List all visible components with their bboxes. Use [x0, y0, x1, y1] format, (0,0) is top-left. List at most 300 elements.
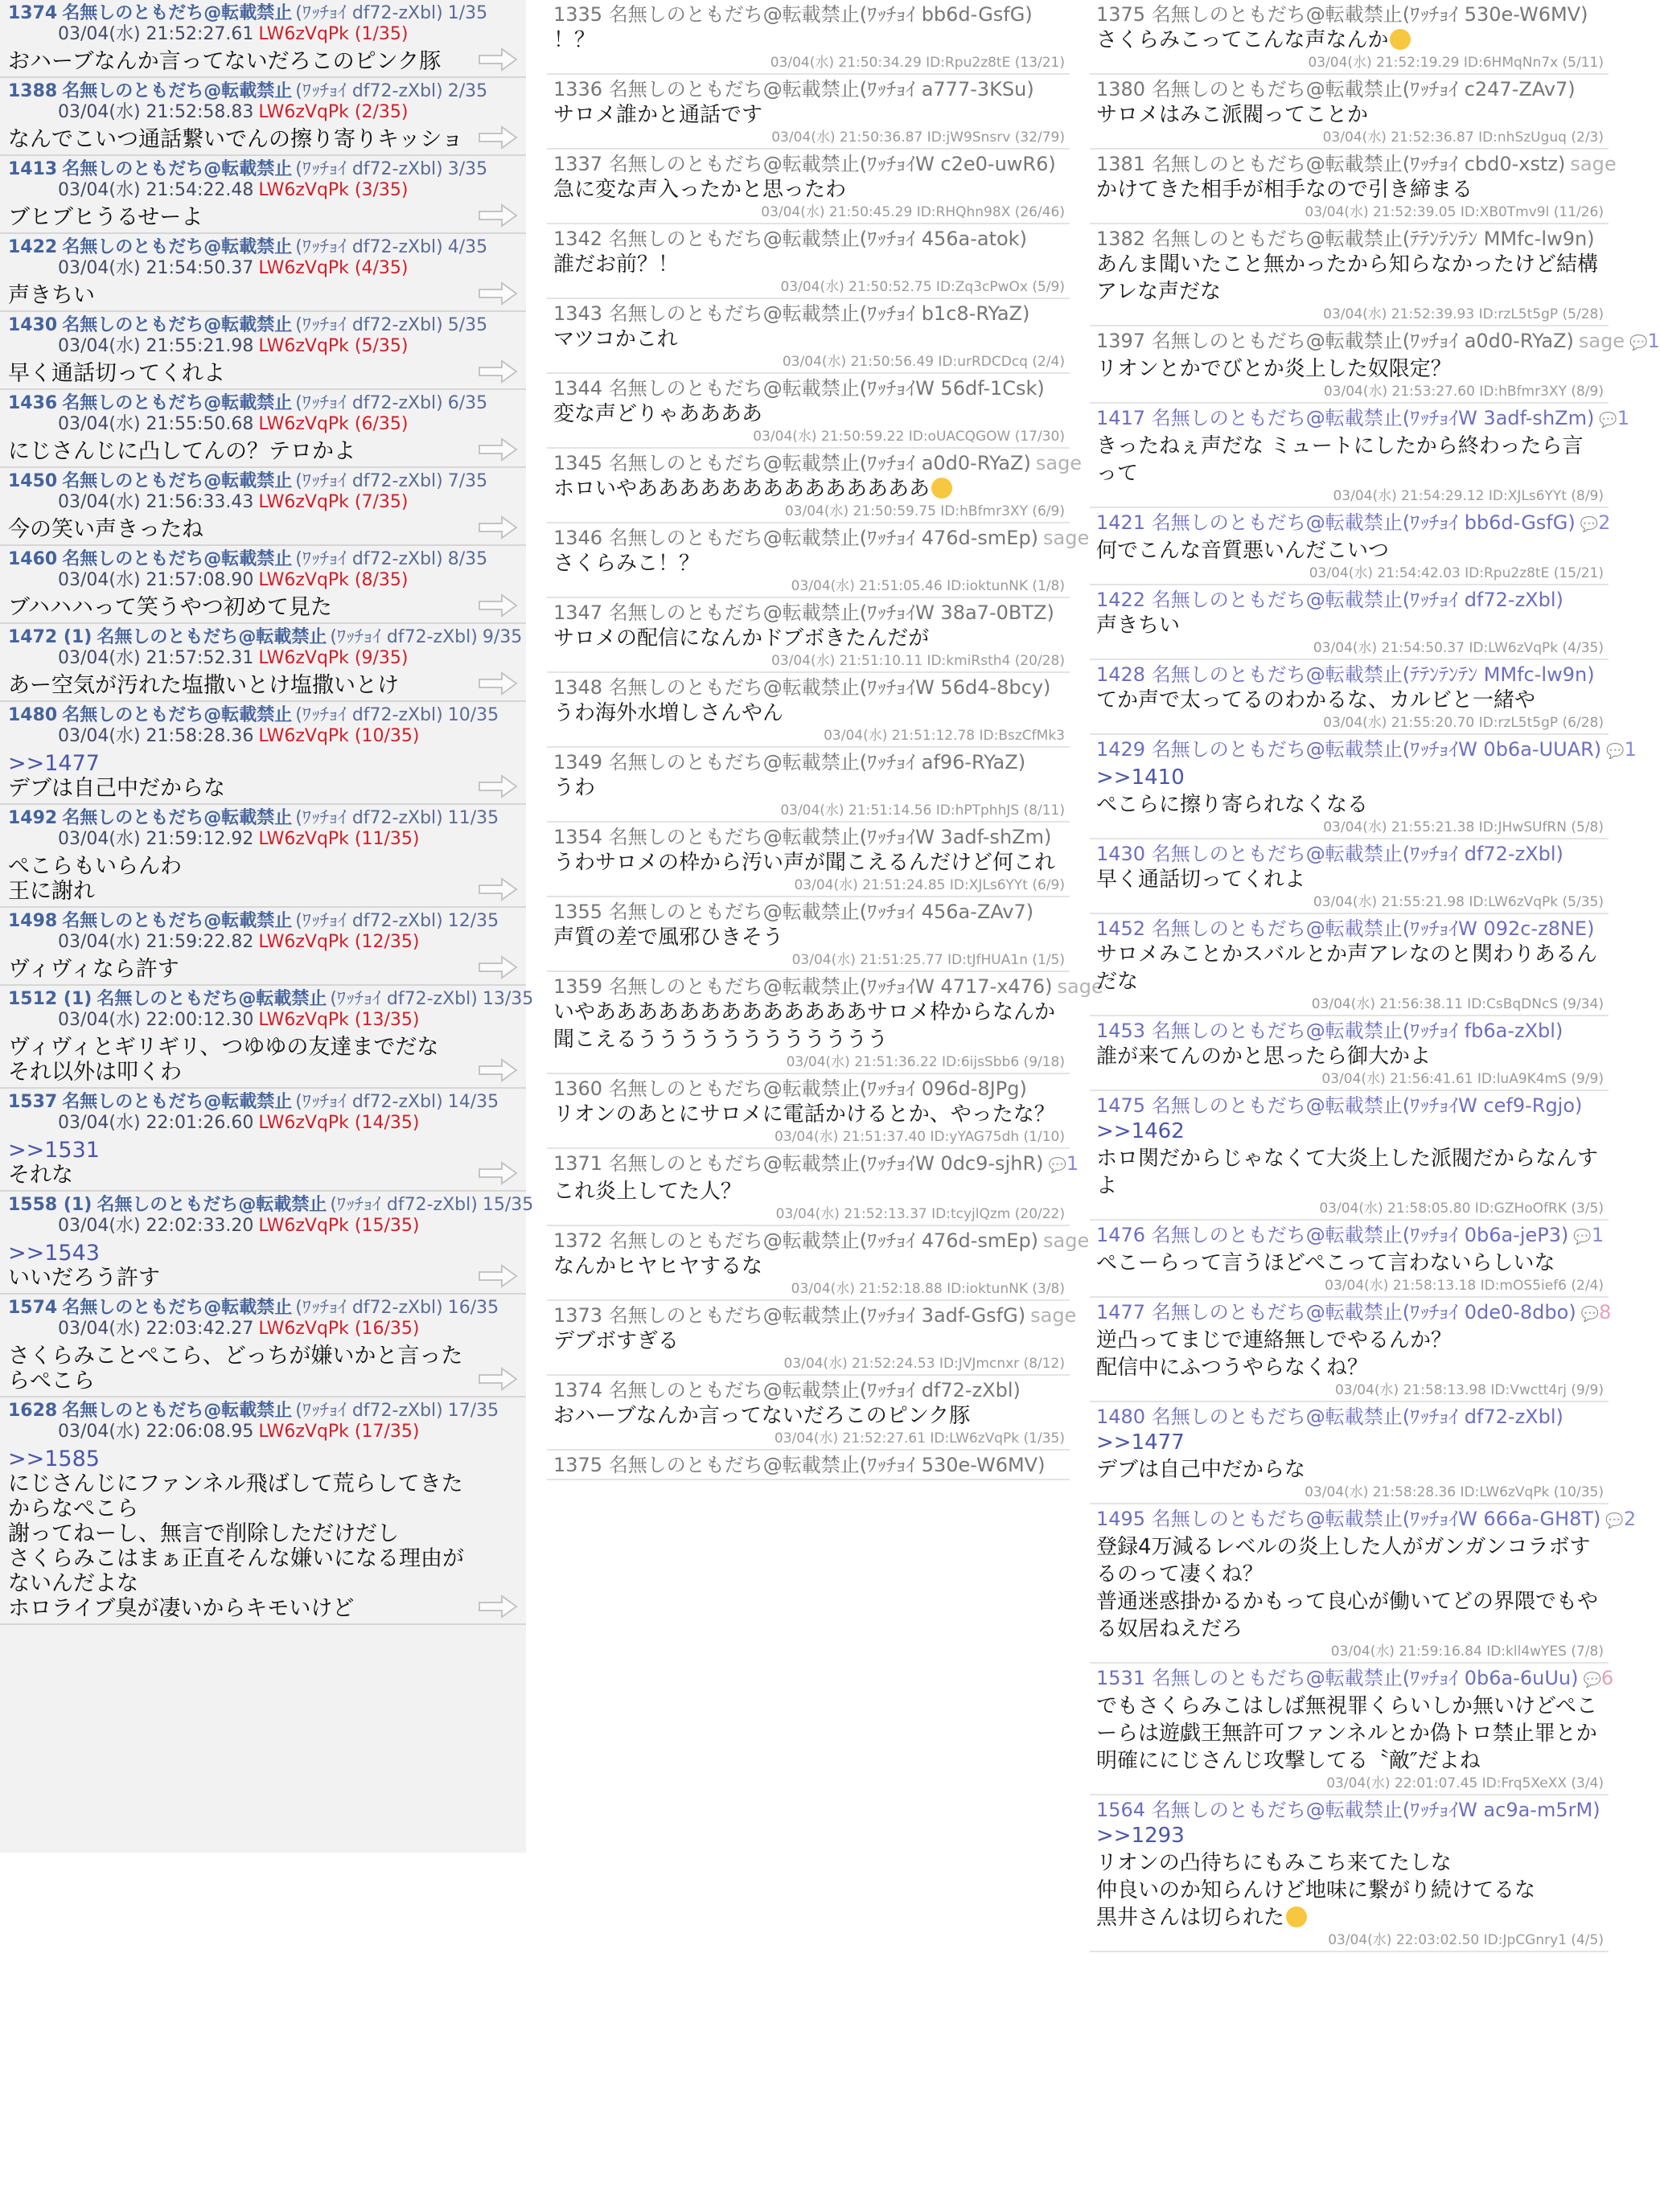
right-arrow-icon[interactable]: [478, 877, 518, 901]
post-header: [553, 675, 1065, 700]
popup-post[interactable]: [1090, 735, 1637, 839]
popup-post[interactable]: [547, 0, 1070, 75]
post-number[interactable]: 1422: [8, 237, 58, 257]
post-number-name-trip[interactable]: 1375 名無しのともだち@転載禁止(ﾜｯﾁｮｲ 530e-W6MV): [1096, 3, 1588, 26]
post-number-name-trip[interactable]: 1429 名無しのともだち@転載禁止(ﾜｯﾁｮｲW 0b6a-UUAR): [1096, 738, 1602, 761]
post-datetime-line: [8, 1422, 526, 1443]
post-body: [8, 747, 526, 801]
post-body-line: リオンとかでびとか炎上した奴限定？: [1096, 357, 1452, 381]
post-number-name-trip[interactable]: 1349 名無しのともだち@転載禁止(ﾜｯﾁｮｲ af96-RYaZ): [553, 751, 1026, 774]
popup-post[interactable]: [1090, 1091, 1609, 1221]
poster-id[interactable]: LW6zVqPk (13/35): [258, 1010, 420, 1030]
post-meta: 03/04(水) 21:52:18.88 ID:ioktunNK (3/8): [791, 1281, 1065, 1297]
popup-post[interactable]: [1090, 1402, 1609, 1504]
post-meta: 03/04(水) 21:51:12.78 ID:BszCfMk3: [824, 728, 1065, 744]
poster-id[interactable]: LW6zVqPk (2/35): [258, 102, 409, 122]
sage-mark: sage: [1030, 1304, 1077, 1327]
post-count: 5/35: [447, 315, 488, 335]
reply-anchor-link[interactable]: >>1293: [1096, 1824, 1185, 1848]
post-number[interactable]: 1430: [8, 315, 58, 335]
post-body: [8, 1031, 526, 1085]
post-body: [553, 774, 1065, 802]
poster-id[interactable]: LW6zVqPk (6/35): [258, 414, 409, 434]
poster-id[interactable]: LW6zVqPk (14/35): [258, 1113, 420, 1133]
post-header: [8, 1297, 526, 1319]
poster-id[interactable]: LW6zVqPk (4/35): [258, 258, 409, 278]
post-meta: 03/04(水) 21:52:24.53 ID:JVJmcnxr (8/12): [783, 1356, 1065, 1372]
post-header: [1096, 1019, 1604, 1043]
post-header: [553, 451, 1083, 475]
popup-post[interactable]: [1090, 914, 1609, 1016]
history-post[interactable]: [0, 1089, 526, 1192]
popup-post[interactable]: [547, 1301, 1077, 1376]
reply-count-badge[interactable]: [1580, 511, 1611, 534]
post-meta: 03/04(水) 21:52:39.93 ID:rzL5t5gP (5/28): [1323, 306, 1604, 322]
post-datetime-line: [8, 414, 526, 435]
post-number-name-trip[interactable]: 1360 名無しのともだち@転載禁止(ﾜｯﾁｮｲ 096d-8JPg): [553, 1077, 1027, 1100]
post-body: [553, 849, 1065, 876]
popup-post[interactable]: [547, 897, 1070, 972]
post-body-line: さくらみこはまぁ正直そんな嫌いになる理由がないんだよな: [8, 1546, 464, 1596]
post-datetime-line: [8, 570, 526, 591]
post-number-name-trip[interactable]: 1480 名無しのともだち@転載禁止(ﾜｯﾁｮｲ df72-zXbl): [1096, 1406, 1563, 1428]
popup-post[interactable]: [1090, 1504, 1637, 1664]
popup-post[interactable]: [547, 299, 1070, 374]
history-post[interactable]: [0, 312, 526, 390]
reply-count: 1: [1591, 1224, 1605, 1246]
post-number-name-trip[interactable]: 1346 名無しのともだち@転載禁止(ﾜｯﾁｮｲ 476d-smEp): [553, 527, 1039, 549]
post-number[interactable]: 1574: [8, 1298, 58, 1318]
poster-id[interactable]: LW6zVqPk (17/35): [258, 1422, 420, 1442]
history-post[interactable]: [0, 468, 526, 546]
post-body-line: でもさくらみこはしば無視罪くらいしか無いけどぺこーらは遊戯王無許可ファンネルとか偽トロ禁止罪とか明確ににじさんじ攻撃してる〝敵″だよね: [1096, 1694, 1597, 1773]
poster-id[interactable]: LW6zVqPk (1/35): [258, 24, 409, 44]
poster-id[interactable]: LW6zVqPk (7/35): [258, 492, 409, 512]
post-datetime-line: [8, 492, 526, 513]
post-number-name-trip[interactable]: 1421 名無しのともだち@転載禁止(ﾜｯﾁｮｲ bb6d-GsfG): [1096, 511, 1576, 534]
sage-mark: sage: [1057, 975, 1103, 998]
post-body-line: それ以外は叩くわ: [8, 1060, 182, 1085]
post-number-name-trip[interactable]: 1372 名無しのともだち@転載禁止(ﾜｯﾁｮｲ 476d-smEp): [553, 1229, 1039, 1252]
post-body: [1096, 1429, 1604, 1484]
post-number-name-trip[interactable]: 1453 名無しのともだち@転載禁止(ﾜｯﾁｮｲ fb6a-zXbl): [1096, 1020, 1563, 1042]
post-header: [1096, 227, 1604, 251]
poster-id[interactable]: LW6zVqPk (3/35): [258, 180, 409, 200]
reply-anchor-link[interactable]: >>1477: [8, 751, 100, 776]
popup-post[interactable]: [1090, 1795, 1609, 1952]
post-number[interactable]: 1628: [8, 1401, 58, 1421]
post-body-line: ぺこーらって言うほどぺこって言わないらしいな: [1096, 1251, 1555, 1275]
history-post[interactable]: [0, 702, 526, 805]
popup-post[interactable]: [547, 449, 1083, 523]
post-meta: 03/04(水) 21:54:42.03 ID:Rpu2z8tE (15/21): [1309, 565, 1604, 581]
post-number[interactable]: 1558: [8, 1195, 58, 1215]
post-header: [553, 152, 1065, 176]
poster-name: 名無しのともだち@転載禁止: [97, 989, 327, 1009]
popup-post[interactable]: [547, 972, 1103, 1074]
popup-post[interactable]: [1090, 1016, 1609, 1091]
post-body-line: 変な声どりゃああああ: [553, 402, 763, 426]
popup-post[interactable]: [547, 673, 1070, 748]
post-number-name-trip[interactable]: 1452 名無しのともだち@転載禁止(ﾜｯﾁｮｲW 092c-z8NE): [1096, 917, 1595, 940]
poster-trip: (ﾜｯﾁｮｲ df72-zXbl): [295, 1401, 443, 1421]
post-number-name-trip[interactable]: 1354 名無しのともだち@転載禁止(ﾜｯﾁｮｲW 3adf-shZm): [553, 826, 1052, 848]
post-meta: 03/04(水) 21:51:10.11 ID:kmiRsth4 (20/28): [771, 653, 1065, 669]
poster-trip: (ﾜｯﾁｮｲ df72-zXbl): [295, 159, 443, 179]
post-datetime-line: [8, 829, 526, 850]
reply-count-badge[interactable]: [1605, 1508, 1636, 1530]
post-meta: 03/04(水) 21:54:50.37 ID:LW6zVqPk (4/35): [1313, 640, 1604, 656]
reply-anchor-link[interactable]: >>1477: [1096, 1430, 1185, 1455]
popup-post[interactable]: [1090, 1298, 1612, 1402]
post-body-line: きったねぇ声だな ミュートにしたから終わったら言って: [1096, 434, 1584, 486]
post-meta: 03/04(水) 21:51:24.85 ID:XJLs6YYt (6/9): [794, 877, 1065, 893]
history-post[interactable]: [0, 0, 526, 78]
reply-anchor-link[interactable]: >>1531: [8, 1138, 100, 1163]
post-count: 3/35: [447, 159, 488, 179]
post-header: [8, 1091, 526, 1113]
post-body-line: リオンのあとにサロメに電話かけるとか、やったな？: [553, 1102, 1055, 1127]
post-datetime-line: [8, 726, 526, 747]
post-body: [8, 1237, 526, 1291]
post-number-name-trip[interactable]: 1475 名無しのともだち@転載禁止(ﾜｯﾁｮｲW cef9-Rgjo): [1096, 1094, 1583, 1117]
post-number-name-trip[interactable]: 1348 名無しのともだち@転載禁止(ﾜｯﾁｮｲW 56d4-8bcy): [553, 676, 1051, 699]
popup-post[interactable]: [547, 1074, 1070, 1149]
post-header: [1096, 406, 1630, 433]
speech-bubble-icon: 💬: [1606, 743, 1625, 760]
post-datetime-line: [8, 1216, 526, 1237]
popup-post[interactable]: [547, 598, 1070, 673]
popup-post[interactable]: [1090, 1664, 1614, 1795]
right-arrow-icon[interactable]: [478, 203, 518, 228]
post-number-name-trip[interactable]: 1531 名無しのともだち@転載禁止(ﾜｯﾁｮｲ 0b6a-6uUu): [1096, 1667, 1579, 1689]
post-body: [553, 1178, 1065, 1205]
popup-post[interactable]: [547, 1226, 1090, 1301]
post-body: [1096, 251, 1604, 306]
history-post[interactable]: [0, 546, 526, 624]
poster-id[interactable]: LW6zVqPk (16/35): [258, 1319, 420, 1339]
popup-post[interactable]: [547, 224, 1070, 299]
post-number-name-trip[interactable]: 1397 名無しのともだち@転載禁止(ﾜｯﾁｮｲ a0d0-RYaZ): [1096, 330, 1574, 352]
poster-name: 名無しのともだち@転載禁止: [62, 549, 293, 569]
history-post[interactable]: [0, 390, 526, 468]
sage-mark: sage: [1578, 330, 1625, 352]
reply-anchor-link[interactable]: >>1410: [1096, 765, 1185, 790]
popup-post[interactable]: [1090, 839, 1609, 914]
post-body-line: 早く通話切ってくれよ: [8, 361, 225, 386]
reply-count-badge[interactable]: [1606, 738, 1637, 761]
popup-post[interactable]: [1090, 508, 1609, 585]
reply-count: 2: [1598, 511, 1611, 534]
popup-post[interactable]: [547, 374, 1070, 449]
post-body: [8, 45, 526, 74]
post-number-name-trip[interactable]: 1347 名無しのともだち@転載禁止(ﾜｯﾁｮｲW 38a7-0BTZ): [553, 601, 1054, 624]
history-post[interactable]: [0, 805, 526, 908]
post-body-line: 登録4万減るレベルの炎上した人がガンガンコラボするのって凄くね？: [1096, 1535, 1591, 1586]
speech-bubble-icon: 💬: [1629, 334, 1648, 351]
post-count: 8/35: [447, 549, 488, 569]
post-number-name-trip[interactable]: 1428 名無しのともだち@転載禁止(ﾃﾃﾝﾃﾝﾃﾝ MMfc-lw9n): [1096, 663, 1595, 686]
post-number-name-trip[interactable]: 1422 名無しのともだち@転載禁止(ﾜｯﾁｮｲ df72-zXbl): [1096, 589, 1563, 611]
popup-post[interactable]: [547, 1451, 1070, 1480]
post-header: [553, 1453, 1065, 1477]
post-body: [553, 924, 1065, 951]
popup-post[interactable]: [1090, 75, 1609, 150]
post-body-line: さくらみことぺこら、どっちが嫌いかと言ったらぺこら: [8, 1344, 463, 1393]
post-number-name-trip[interactable]: 1342 名無しのともだち@転載禁止(ﾜｯﾁｮｲ 456a-atok): [553, 228, 1027, 250]
right-arrow-icon[interactable]: [478, 47, 518, 72]
post-number-name-trip[interactable]: 1382 名無しのともだち@転載禁止(ﾃﾃﾝﾃﾝﾃﾝ MMfc-lw9n): [1096, 228, 1595, 250]
post-body: [1096, 355, 1604, 383]
history-post[interactable]: [0, 234, 526, 312]
post-header: [1096, 2, 1604, 27]
post-datetime: 03/04(水) 21:58:28.36: [58, 726, 254, 746]
post-body: [1096, 687, 1604, 714]
reply-count-badge[interactable]: [1599, 407, 1629, 429]
post-header: [1096, 663, 1604, 687]
reply-count-badge[interactable]: [1629, 330, 1660, 352]
post-number-name-trip[interactable]: 1373 名無しのともだち@転載禁止(ﾜｯﾁｮｲ 3adf-GsfG): [553, 1304, 1026, 1327]
post-header: [553, 825, 1065, 849]
popup-post[interactable]: [547, 1376, 1070, 1451]
post-body-line: これ炎上してた人？: [553, 1180, 742, 1204]
post-meta: 03/04(水) 21:50:36.87 ID:jW9Snsrv (32/79): [771, 129, 1065, 146]
post-number-name-trip[interactable]: 1476 名無しのともだち@転載禁止(ﾜｯﾁｮｲ 0b6a-jeP3): [1096, 1224, 1569, 1246]
popup-post[interactable]: [547, 823, 1070, 897]
poster-id[interactable]: LW6zVqPk (15/35): [258, 1216, 420, 1236]
post-number[interactable]: 1512: [8, 989, 58, 1009]
post-number-name-trip[interactable]: 1477 名無しのともだち@転載禁止(ﾜｯﾁｮｲ 0de0-8dbo): [1096, 1301, 1576, 1324]
post-meta: 03/04(水) 21:52:27.61 ID:LW6zVqPk (1/35): [774, 1430, 1065, 1447]
post-number[interactable]: 1492: [8, 808, 58, 828]
reply-count-badge[interactable]: [1581, 1301, 1612, 1324]
post-body: [553, 999, 1065, 1053]
poster-id[interactable]: LW6zVqPk (9/35): [258, 648, 409, 668]
post-number-name-trip[interactable]: 1343 名無しのともだち@転載禁止(ﾜｯﾁｮｲ b1c8-RYaZ): [553, 302, 1030, 325]
popup-post[interactable]: [547, 150, 1070, 224]
post-body: [553, 27, 1065, 54]
popup-post[interactable]: [1090, 1221, 1609, 1298]
poster-trip: (ﾜｯﾁｮｲ df72-zXbl): [295, 549, 443, 569]
sage-mark: sage: [1043, 1229, 1090, 1252]
reply-count[interactable]: (1): [57, 989, 92, 1009]
post-body: [8, 953, 526, 982]
history-post[interactable]: [0, 78, 526, 156]
post-body: [8, 435, 526, 464]
post-meta: 03/04(水) 21:51:36.22 ID:6ijsSbb6 (9/18): [786, 1054, 1065, 1070]
right-arrow-icon[interactable]: [478, 1264, 518, 1288]
poster-name: 名無しのともだち@転載禁止: [62, 1092, 293, 1112]
post-number[interactable]: 1436: [8, 393, 58, 413]
post-header: [553, 975, 1103, 999]
post-body: [553, 251, 1065, 278]
post-number-name-trip[interactable]: 1495 名無しのともだち@転載禁止(ﾜｯﾁｮｲW 666a-GH8T): [1096, 1508, 1601, 1530]
post-body-line: 誰が来てんのかと思ったら御大かよ: [1096, 1044, 1432, 1069]
reply-count-badge[interactable]: [1048, 1152, 1079, 1175]
post-header: [553, 227, 1065, 251]
right-arrow-icon[interactable]: [478, 437, 518, 462]
right-arrow-icon[interactable]: [478, 1058, 518, 1082]
post-number[interactable]: 1450: [8, 471, 58, 491]
post-number[interactable]: 1374: [8, 3, 58, 23]
speech-bubble-icon: 💬: [1580, 516, 1599, 533]
post-count: 6/35: [447, 393, 488, 413]
post-body-line: それな: [8, 1163, 73, 1188]
poster-id[interactable]: LW6zVqPk (5/35): [258, 336, 409, 356]
post-datetime: 03/04(水) 22:01:26.60: [58, 1113, 254, 1133]
reply-anchor-link[interactable]: >>1585: [8, 1447, 100, 1471]
post-header: [553, 376, 1065, 400]
right-arrow-icon[interactable]: [478, 1367, 518, 1391]
post-header: [8, 314, 526, 336]
poster-id[interactable]: LW6zVqPk (12/35): [258, 932, 420, 952]
post-number-name-trip[interactable]: 1336 名無しのともだち@転載禁止(ﾜｯﾁｮｲ a777-3KSu): [553, 78, 1034, 101]
thread-history-column: [0, 0, 534, 1853]
poster-trip: (ﾜｯﾁｮｲ df72-zXbl): [295, 1092, 443, 1112]
right-arrow-icon[interactable]: [478, 593, 518, 618]
popup-post[interactable]: [547, 1149, 1079, 1226]
right-arrow-icon[interactable]: [478, 515, 518, 540]
post-meta: 03/04(水) 21:50:52.75 ID:Zq3cPwOx (5/9): [780, 279, 1065, 295]
post-meta: 03/04(水) 21:56:41.61 ID:luA9K4mS (9/9): [1321, 1071, 1604, 1087]
poster-name: 名無しのともだち@転載禁止: [62, 393, 293, 413]
post-meta: 03/04(水) 21:52:36.87 ID:nhSzUguq (2/3): [1322, 129, 1604, 146]
post-body: [553, 1328, 1065, 1355]
poster-id[interactable]: LW6zVqPk (8/35): [258, 570, 409, 590]
reply-count-badge[interactable]: [1583, 1667, 1613, 1689]
post-number[interactable]: 1498: [8, 911, 58, 931]
reply-count[interactable]: (1): [57, 627, 92, 647]
post-body: [1096, 537, 1604, 564]
post-body: [1096, 176, 1604, 203]
post-datetime: 03/04(水) 21:56:33.43: [58, 492, 254, 512]
reply-anchor-link[interactable]: >>1462: [1096, 1119, 1185, 1143]
post-body-line: おハーブなんか言ってないだろこのピンク豚: [8, 49, 442, 74]
popup-post[interactable]: [1090, 660, 1609, 735]
right-arrow-icon[interactable]: [478, 125, 518, 150]
post-body: [8, 357, 526, 386]
history-post[interactable]: [0, 156, 526, 234]
right-arrow-icon[interactable]: [478, 359, 518, 384]
post-header: [1096, 1223, 1604, 1250]
post-number-name-trip[interactable]: 1380 名無しのともだち@転載禁止(ﾜｯﾁｮｲ c247-ZAv7): [1096, 78, 1576, 101]
popup-post[interactable]: [1090, 0, 1609, 75]
popup-post[interactable]: [547, 748, 1070, 823]
post-number-name-trip[interactable]: 1381 名無しのともだち@転載禁止(ﾜｯﾁｮｲ cbd0-xstz): [1096, 153, 1566, 175]
popup-post[interactable]: [1090, 224, 1609, 326]
post-number[interactable]: 1537: [8, 1092, 58, 1112]
popup-post[interactable]: [547, 523, 1090, 598]
popup-post[interactable]: [1090, 585, 1609, 660]
post-body: [8, 1134, 526, 1188]
right-arrow-icon[interactable]: [478, 671, 518, 696]
history-post[interactable]: [0, 1192, 534, 1295]
post-number[interactable]: 1472: [8, 627, 58, 647]
post-number[interactable]: 1480: [8, 705, 58, 725]
post-meta: 03/04(水) 21:50:34.29 ID:Rpu2z8tE (13/21): [770, 55, 1065, 71]
history-post[interactable]: [0, 986, 534, 1089]
post-body-line: リオンの凸待ちにもみこち来てたしな: [1096, 1851, 1452, 1875]
right-arrow-icon[interactable]: [478, 774, 518, 798]
post-number-name-trip[interactable]: 1359 名無しのともだち@転載禁止(ﾜｯﾁｮｲW 4717-x476): [553, 975, 1053, 998]
post-body: [553, 400, 1065, 428]
post-body: [553, 475, 1065, 503]
post-number-name-trip[interactable]: 1417 名無しのともだち@転載禁止(ﾜｯﾁｮｲW 3adf-shZm): [1096, 407, 1595, 429]
post-header: [1096, 1666, 1614, 1693]
popup-post[interactable]: [547, 75, 1070, 150]
sage-mark: sage: [1043, 527, 1090, 549]
post-number-name-trip[interactable]: 1345 名無しのともだち@転載禁止(ﾜｯﾁｮｲ a0d0-RYaZ): [553, 452, 1031, 474]
post-number-name-trip[interactable]: 1375 名無しのともだち@転載禁止(ﾜｯﾁｮｲ 530e-W6MV): [553, 1454, 1046, 1476]
reply-count-badge[interactable]: [1573, 1224, 1604, 1246]
post-number-name-trip[interactable]: 1430 名無しのともだち@転載禁止(ﾜｯﾁｮｲ df72-zXbl): [1096, 843, 1563, 865]
history-post[interactable]: [0, 1295, 526, 1397]
right-arrow-icon[interactable]: [478, 1594, 518, 1619]
post-body-line: 何でこんな音質悪いんだこいつ: [1096, 539, 1390, 563]
post-number[interactable]: 1413: [8, 159, 58, 179]
post-number[interactable]: 1388: [8, 81, 58, 101]
post-number-name-trip[interactable]: 1335 名無しのともだち@転載禁止(ﾜｯﾁｮｲ bb6d-GsfG): [553, 3, 1033, 26]
post-count: 1/35: [447, 3, 488, 23]
post-body-line: マツコかこれ: [553, 327, 678, 351]
history-post[interactable]: [0, 624, 526, 702]
reply-count[interactable]: (1): [57, 1195, 92, 1215]
right-arrow-icon[interactable]: [478, 955, 518, 979]
post-body-line: おハーブなんか言ってないだろこのピンク豚: [553, 1404, 971, 1428]
post-meta: 03/04(水) 22:03:02.50 ID:JpCGnry1 (4/5): [1328, 1932, 1604, 1948]
post-body-line: ぺこらに擦り寄られなくなる: [1096, 793, 1369, 817]
reply-count: 1: [1647, 330, 1660, 352]
history-post[interactable]: [0, 908, 526, 986]
popup-post[interactable]: [1090, 404, 1630, 508]
post-header: [1096, 1405, 1604, 1429]
reply-anchor-link[interactable]: >>1543: [8, 1241, 100, 1266]
post-body-line: サロメ誰かと通話です: [553, 103, 763, 127]
poster-id[interactable]: LW6zVqPk (10/35): [258, 726, 420, 746]
post-body: [1096, 612, 1604, 639]
post-number-name-trip[interactable]: 1374 名無しのともだち@転載禁止(ﾜｯﾁｮｲ df72-zXbl): [553, 1379, 1021, 1401]
post-header: [8, 158, 526, 180]
post-body-line: 逆凸ってまじで連絡無しでやるんか？: [1096, 1328, 1452, 1352]
history-post[interactable]: [0, 1397, 526, 1625]
poster-name: 名無しのともだち@転載禁止: [62, 808, 293, 828]
post-number-name-trip[interactable]: 1344 名無しのともだち@転載禁止(ﾜｯﾁｮｲW 56df-1Csk): [553, 377, 1045, 400]
post-meta: 03/04(水) 21:55:21.98 ID:LW6zVqPk (5/35): [1313, 894, 1604, 910]
post-count: 14/35: [447, 1092, 499, 1112]
popup-post[interactable]: [1090, 326, 1660, 404]
poster-trip: (ﾜｯﾁｮｲ df72-zXbl): [330, 627, 478, 647]
post-header: [553, 1151, 1079, 1178]
screaming-face-emoji-icon: [931, 478, 952, 499]
right-arrow-icon[interactable]: [478, 281, 518, 306]
poster-id[interactable]: LW6zVqPk (11/35): [258, 829, 420, 849]
speech-bubble-icon: 💬: [1580, 1306, 1600, 1323]
post-number-name-trip[interactable]: 1371 名無しのともだち@転載禁止(ﾜｯﾁｮｲW 0dc9-sjhR): [553, 1152, 1044, 1175]
poster-name: 名無しのともだち@転載禁止: [97, 1195, 327, 1215]
poster-trip: (ﾜｯﾁｮｲ df72-zXbl): [295, 808, 443, 828]
post-number[interactable]: 1460: [8, 549, 58, 569]
post-datetime: 03/04(水) 21:57:08.90: [58, 570, 254, 590]
popup-post[interactable]: [1090, 150, 1617, 224]
post-body: [1096, 1693, 1604, 1775]
post-number-name-trip[interactable]: 1337 名無しのともだち@転載禁止(ﾜｯﾁｮｲW c2e0-uwR6): [553, 153, 1056, 175]
post-count: 12/35: [447, 911, 499, 931]
post-body: [553, 326, 1065, 353]
right-arrow-icon[interactable]: [478, 1161, 518, 1185]
post-header: [1096, 1094, 1604, 1118]
post-number-name-trip[interactable]: 1564 名無しのともだち@転載禁止(ﾜｯﾁｮｲW ac9a-m5rM): [1096, 1799, 1600, 1821]
post-number-name-trip[interactable]: 1355 名無しのともだち@転載禁止(ﾜｯﾁｮｲ 456a-ZAv7): [553, 901, 1034, 923]
